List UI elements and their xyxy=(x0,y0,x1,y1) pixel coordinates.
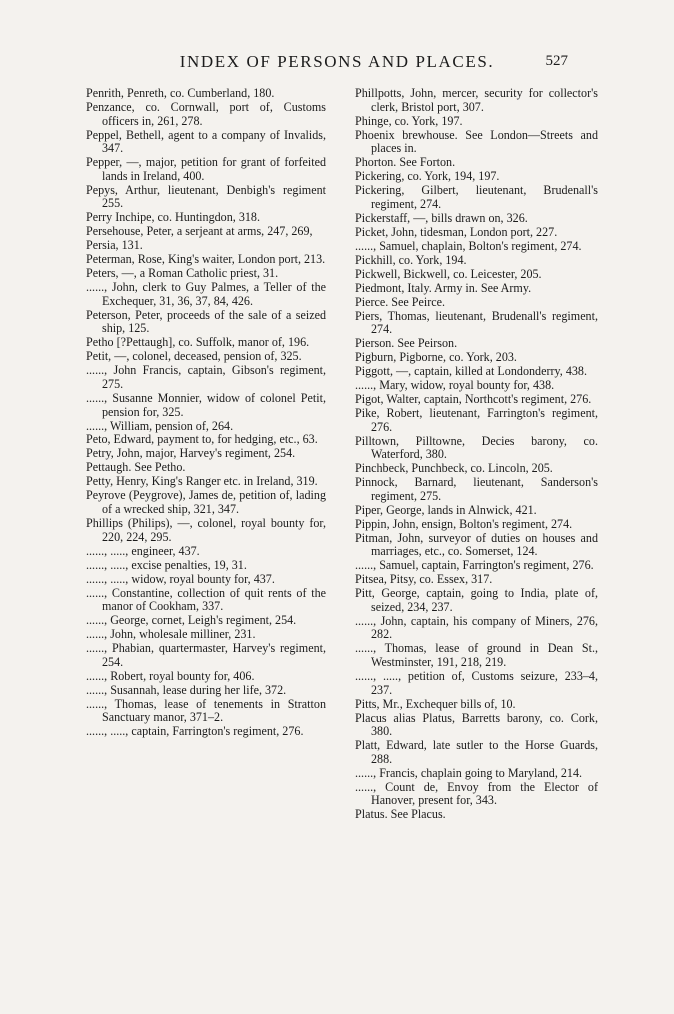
index-entry: ......, Mary, widow, royal bounty for, 438. xyxy=(355,378,555,393)
index-entry: Placus alias Platus, Barretts barony, co. Cork, 380. xyxy=(355,710,598,739)
index-entry: Pierce. See Peirce. xyxy=(355,294,445,309)
index-entry: Peyrove (Peygrove), James de, petition of, lading of a wrecked ship, 321, 347. xyxy=(86,488,326,517)
index-entry: Phoenix brewhouse. See London—Streets and places in. xyxy=(355,127,598,156)
index-entry: ......, Thomas, lease of tenements in Stratton Sanctuary manor, 371–2. xyxy=(86,696,326,725)
page-header xyxy=(0,52,674,76)
index-entry: Pickwell, Bickwell, co. Leicester, 205. xyxy=(355,266,542,281)
index-entry: Persia, 131. xyxy=(86,238,143,253)
index-entry: Pippin, John, ensign, Bolton's regiment, 274. xyxy=(355,516,573,531)
index-entry: Pickering, Gilbert, lieutenant, Brudenall's regiment, 274. xyxy=(355,183,598,211)
index-entry: Piedmont, Italy. Army in. See Army. xyxy=(355,280,532,295)
index-entry: ......, ....., excise penalties, 19, 31. xyxy=(86,557,247,572)
index-entry: ......, ....., widow, royal bounty for, 437. xyxy=(86,571,275,586)
index-entry: Persehouse, Peter, a serjeant at arms, 247, 269, xyxy=(86,224,313,239)
index-entry: Penzance, co. Cornwall, port of, Customs officers in, 261, 278. xyxy=(86,99,326,128)
index-entry: Pitsea, Pitsy, co. Essex, 317. xyxy=(355,572,493,587)
index-entry: Petty, Henry, King's Ranger etc. in Ireland, 319. xyxy=(86,474,318,489)
index-entry: Pettaugh. See Petho. xyxy=(86,460,186,475)
index-entry: Perry Inchipe, co. Huntingdon, 318. xyxy=(86,210,260,225)
index-entry: Pitman, John, surveyor of duties on houses and marriages, etc., co. Somerset, 124. xyxy=(355,530,598,559)
index-entry: Piper, George, lands in Alnwick, 421. xyxy=(355,502,537,517)
index-entry: Pepys, Arthur, lieutenant, Denbigh's regiment 255. xyxy=(86,182,326,211)
index-entry: Peterman, Rose, King's waiter, London port, 213. xyxy=(86,252,326,267)
index-entry: Penrith, Penreth, co. Cumberland, 180. xyxy=(86,86,275,100)
index-entry: Pigot, Walter, captain, Northcott's regiment, 276. xyxy=(355,392,592,407)
index-entry: Petry, John, major, Harvey's regiment, 254. xyxy=(86,446,296,461)
index-entry: Pigburn, Pigborne, co. York, 203. xyxy=(355,350,517,365)
index-entry: Picket, John, tidesman, London port, 227. xyxy=(355,224,558,239)
index-entry: ......, Samuel, chaplain, Bolton's regiment, 274. xyxy=(355,238,582,253)
index-entry: ......, John, clerk to Guy Palmes, a Teller of the Exchequer, 31, 36, 37, 84, 426. xyxy=(86,280,326,308)
index-entry: Pickhill, co. York, 194. xyxy=(355,252,467,267)
index-column-left xyxy=(86,87,326,739)
index-entry: Peterson, Peter, proceeds of the sale of a seized ship, 125. xyxy=(86,307,326,336)
index-entry: Platt, Edward, late sutler to the Horse Guards, 288. xyxy=(355,738,598,766)
index-column-right xyxy=(355,87,598,822)
index-entry: ......, ....., petition of, Customs seizure, 233–4, 237. xyxy=(355,669,598,697)
index-entry: ......, ....., captain, Farrington's regiment, 276. xyxy=(86,724,304,739)
index-entry: Phorton. See Forton. xyxy=(355,155,456,170)
index-entry: ......, Thomas, lease of ground in Dean St., Westminster, 191, 218, 219. xyxy=(355,641,598,670)
index-entry: ......, George, cornet, Leigh's regiment, 254. xyxy=(86,613,297,628)
index-entry: ......, William, pension of, 264. xyxy=(86,418,234,433)
index-entry: Pilltown, Pilltowne, Decies barony, co. Waterford, 380. xyxy=(355,433,598,462)
index-entry: Piggott, —, captain, killed at Londonderry, 438. xyxy=(355,364,587,379)
index-entry: Pike, Robert, lieutenant, Farrington's regiment, 276. xyxy=(355,406,598,434)
index-entry: Phillips (Philips), —, colonel, royal bounty for, 220, 224, 295. xyxy=(86,516,326,544)
index-entry: ......, Susanne Monnier, widow of colonel Petit, pension for, 325. xyxy=(86,390,326,419)
index-entry: Pepper, —, major, petition for grant of forfeited lands in Ireland, 400. xyxy=(86,155,326,183)
index-entry: ......, Constantine, collection of quit rents of the manor of Cookham, 337. xyxy=(86,585,326,614)
page-title: INDEX OF PERSONS AND PLACES. xyxy=(179,52,495,71)
index-entry: Pinchbeck, Punchbeck, co. Lincoln, 205. xyxy=(355,461,553,476)
index-entry: Pinnock, Barnard, lieutenant, Sanderson's regiment, 275. xyxy=(355,475,598,503)
index-entry: Platus. See Placus. xyxy=(355,807,446,822)
index-entry: ......, Count de, Envoy from the Elector of Hanover, present for, 343. xyxy=(355,779,598,808)
index-entry: ......, Robert, royal bounty for, 406. xyxy=(86,668,255,683)
index-entry: Peto, Edward, payment to, for hedging, etc., 63. xyxy=(86,432,318,447)
index-entry: Peppel, Bethell, agent to a company of Invalids, 347. xyxy=(86,127,326,156)
index-entry: Pitt, George, captain, going to India, plate of, seized, 234, 237. xyxy=(355,586,598,614)
index-entry: Pierson. See Peirson. xyxy=(355,336,458,351)
index-entry: ......, ....., engineer, 437. xyxy=(86,543,200,558)
index-entry: Peters, —, a Roman Catholic priest, 31. xyxy=(86,266,279,281)
index-entry: Phinge, co. York, 197. xyxy=(355,113,463,128)
index-entry: ......, John, wholesale milliner, 231. xyxy=(86,627,256,642)
index-entry: Piers, Thomas, lieutenant, Brudenall's regiment, 274. xyxy=(355,308,598,337)
page-number: 527 xyxy=(545,53,568,69)
index-entry: Pickering, co. York, 194, 197. xyxy=(355,169,500,184)
index-entry: ......, John Francis, captain, Gibson's regiment, 275. xyxy=(86,363,326,391)
index-entry: Pickerstaff, —, bills drawn on, 326. xyxy=(355,210,528,225)
index-entry: Petho [?Pettaugh], co. Suffolk, manor of, 196. xyxy=(86,335,310,350)
index-entry: ......, John, captain, his company of Miners, 276, 282. xyxy=(355,613,598,642)
index-entry: ......, Susannah, lease during her life, 372. xyxy=(86,682,287,697)
index-entry: ......, Phabian, quartermaster, Harvey's regiment, 254. xyxy=(86,641,326,669)
index-entry: Phillpotts, John, mercer, security for collector's clerk, Bristol port, 307. xyxy=(355,86,598,114)
index-entry: Pitts, Mr., Exchequer bills of, 10. xyxy=(355,696,516,711)
index-entry: ......, Francis, chaplain going to Maryland, 214. xyxy=(355,765,583,780)
index-entry: ......, Samuel, captain, Farrington's regiment, 276. xyxy=(355,558,594,573)
index-entry: Petit, —, colonel, deceased, pension of, 325. xyxy=(86,349,302,364)
